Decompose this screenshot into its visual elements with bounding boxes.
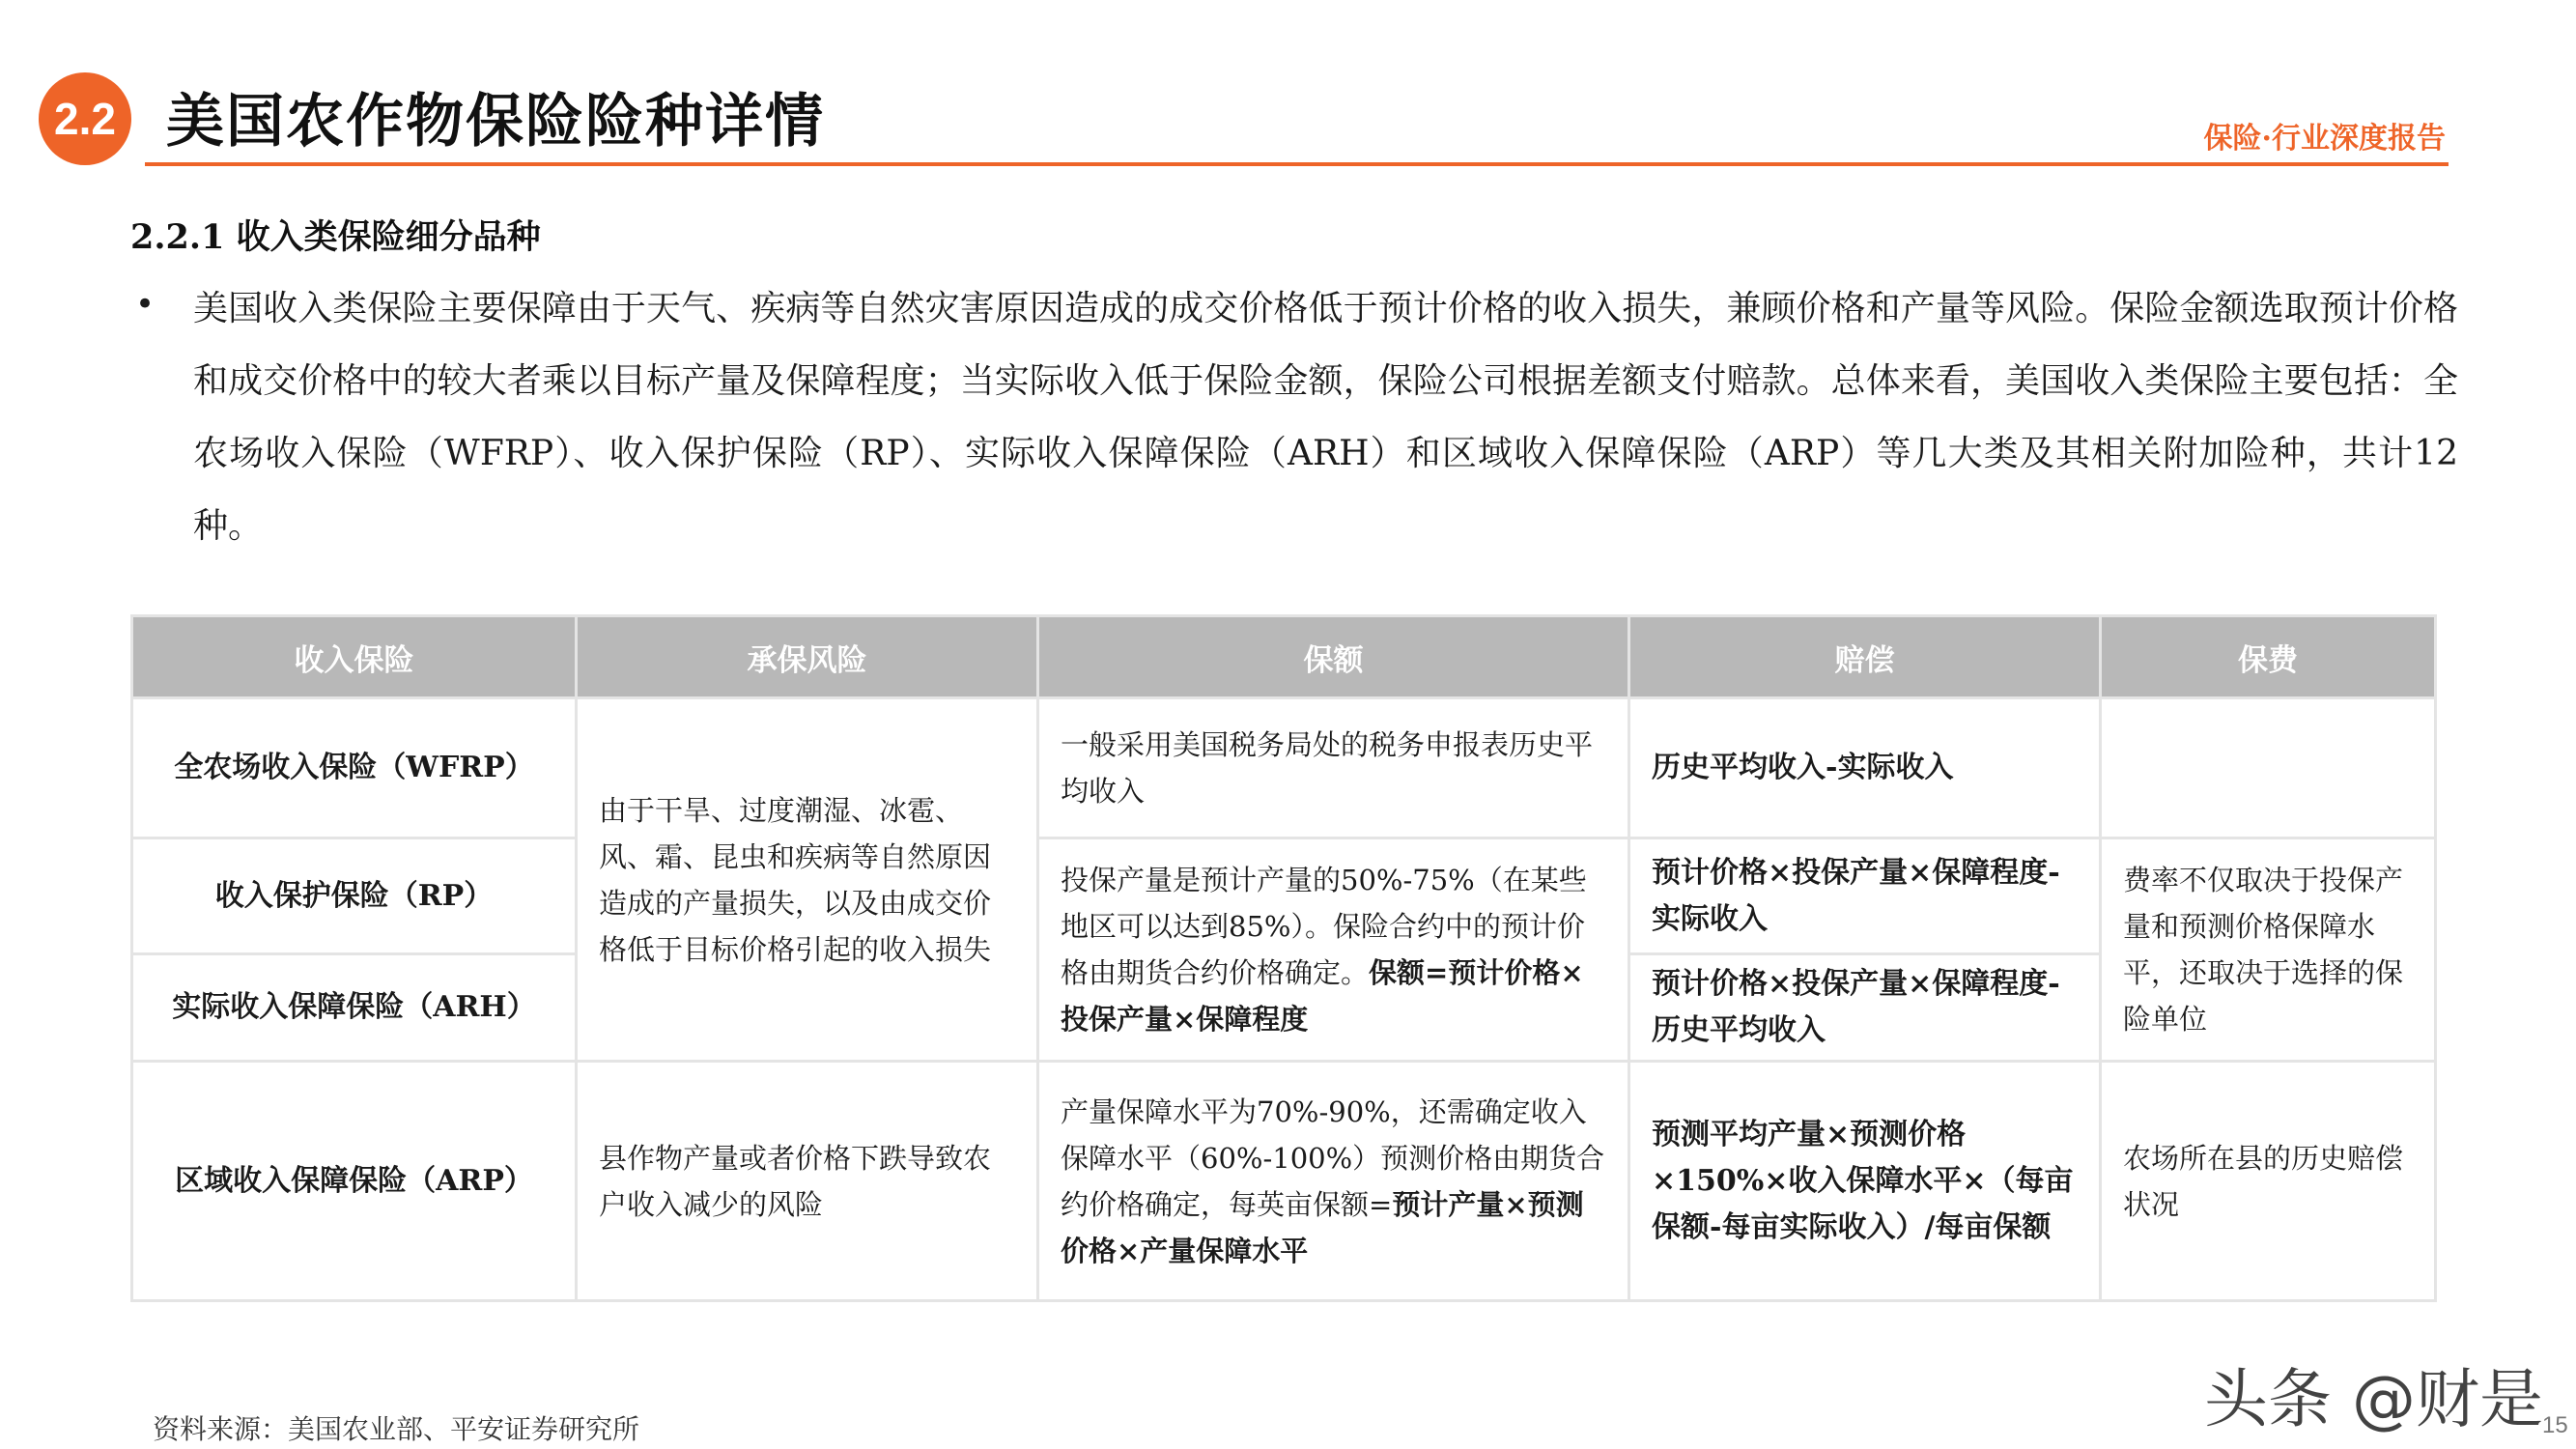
income-insurance-table [130,614,2437,1302]
arp-name: 区域收入保障保险（ARP） [132,1062,577,1301]
shared-risk: 由于干旱、过度潮湿、冰雹、风、霜、昆虫和疾病等自然原因造成的产量损失，以及由成交价格低于目标价格引起的收入损失 [577,698,1038,1062]
table-row [132,838,2436,954]
arp-amount-formula: 预计产量×预测价格×产量保障水平 [1061,1187,1584,1267]
body-paragraph: 美国收入类保险主要保障由于天气、疾病等自然灾害原因造成的成交价格低于预计价格的收入损失，兼顾价格和产量等风险。保险金额选取预计价格和成交价格中的较大者乘以目标产量及保障程度；当实际收入低于保险金额，保险公司根据差额支付赔款。总体来看，美国收入类保险主要包括：全农场收入保险（WFRP）、收入保护保险（RP）、实际收入保障保险（ARH）和区域收入保障保险（ARP）等几大类及其相关附加险种，共计12种。 [193,289,2458,546]
arp-premium: 农场所在县的历史赔偿状况 [2101,1062,2436,1301]
section-heading: 2.2.1 收入类保险细分品种 [130,217,541,257]
header-amount: 保额 [1038,616,1629,698]
page-title: 美国农作物保险险种详情 [166,88,825,156]
wfrp-premium [2101,698,2436,838]
section-number-badge: 2.2 [39,72,131,165]
rp-name: 收入保护保险（RP） [132,838,577,954]
title-divider [145,162,2449,166]
arp-amount [1038,1062,1629,1301]
header-compensation: 赔偿 [1629,616,2101,698]
wfrp-name: 全农场收入保险（WFRP） [132,698,577,838]
rp-compensation: 预计价格×投保产量×保障程度-实际收入 [1629,838,2101,954]
shared-amount [1038,838,1629,1062]
wfrp-compensation: 历史平均收入-实际收入 [1629,698,2101,838]
arh-name: 实际收入保障保险（ARH） [132,954,577,1062]
wfrp-amount: 一般采用美国税务局处的税务申报表历史平均收入 [1038,698,1629,838]
shared-amount-text: 投保产量是预计产量的50%-75%（在某些地区可以达到85%）。保险合约中的预计价格由期货合约价格确定。 [1061,864,1587,989]
table-row [132,698,2436,838]
source-note: 资料来源：美国农业部、平安证券研究所 [153,1413,640,1445]
page-number: 15 [2542,1412,2568,1438]
header-premium: 保费 [2101,616,2436,698]
table-header-row [132,616,2436,698]
shared-amount-formula: 保额=预计价格×投保产量×保障程度 [1061,956,1584,1036]
header-risk: 承保风险 [577,616,1038,698]
header-insurance: 收入保险 [132,616,577,698]
table-row [132,1062,2436,1301]
arp-amount-text: 产量保障水平为70%-90%，还需确定收入保障水平（60%-100%）预测价格由期货合约价格确定，每英亩保额= [1061,1094,1605,1221]
shared-premium: 费率不仅取决于投保产量和预测价格保障水平，还取决于选择的保险单位 [2101,838,2436,1062]
watermark: 头条 @财是 [2204,1362,2543,1436]
bullet-marker: • [135,285,156,324]
arp-compensation: 预测平均产量×预测价格×150%×收入保障水平×（每亩保额-每亩实际收入）/每亩保额 [1629,1062,2101,1301]
arp-risk: 县作物产量或者价格下跌导致农户收入减少的风险 [577,1062,1038,1301]
report-tag: 保险·行业深度报告 [2203,122,2446,156]
arh-compensation: 预计价格×投保产量×保障程度-历史平均收入 [1629,954,2101,1062]
